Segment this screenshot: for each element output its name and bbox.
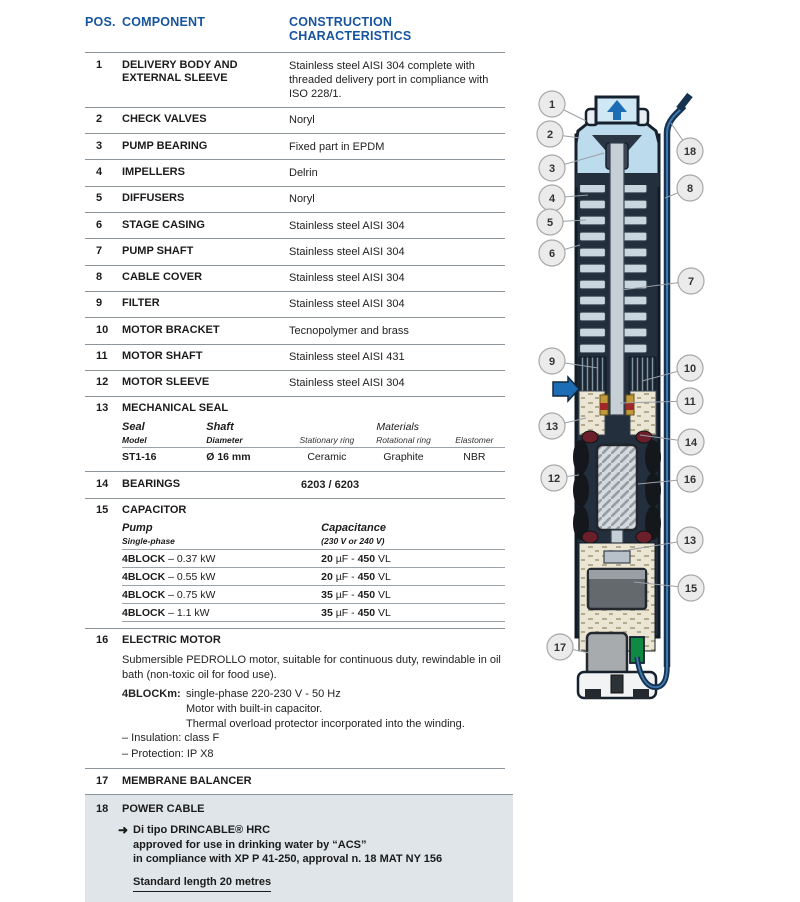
component-name: MECHANICAL SEAL bbox=[122, 402, 229, 415]
callout-8 bbox=[677, 175, 703, 201]
callout-13 bbox=[677, 527, 703, 553]
pos-cell: 17 bbox=[96, 774, 109, 787]
svg-text:13: 13 bbox=[683, 535, 697, 547]
svg-text:12: 12 bbox=[547, 473, 561, 485]
single-phase-label: Single-phase bbox=[122, 536, 175, 547]
pos-cell: 3 bbox=[96, 139, 103, 152]
seal-rotational: Graphite bbox=[383, 451, 424, 464]
motor-note: – Insulation: class F bbox=[122, 732, 220, 745]
svg-text:4: 4 bbox=[548, 193, 556, 205]
motor-note: – Protection: IP X8 bbox=[122, 747, 214, 760]
table-row-bearings bbox=[85, 471, 505, 497]
callout-10 bbox=[677, 355, 703, 381]
pos-cell: 11 bbox=[96, 350, 108, 363]
power-cable-line: in compliance with XP P 41-250, approval n. 18 MAT NY 156 bbox=[133, 853, 443, 866]
arrow-bullet-icon: ➜ bbox=[118, 822, 129, 837]
elastomer-label: Elastomer bbox=[455, 434, 494, 445]
capacitor-row: 4BLOCK – 1.1 kW 35 µF - 450 VL bbox=[122, 603, 505, 621]
table-row bbox=[85, 52, 505, 107]
characteristic-text: Stainless steel AISI 304 bbox=[289, 298, 405, 311]
motor-model-line: Motor with built-in capacitor. bbox=[186, 702, 323, 715]
svg-text:13: 13 bbox=[545, 421, 559, 433]
callout-4 bbox=[539, 185, 565, 211]
pos-cell: 13 bbox=[96, 402, 109, 415]
seal-data-row bbox=[122, 448, 505, 465]
seal-subtable bbox=[122, 421, 505, 465]
callout-13 bbox=[539, 413, 565, 439]
characteristic-text: Stainless steel AISI 304 bbox=[289, 272, 405, 285]
membrane-balancer-box bbox=[587, 633, 627, 675]
power-cable-line: approved for use in drinking water by “ACS” bbox=[133, 838, 367, 851]
voltage-label: (230 V or 240 V) bbox=[321, 536, 385, 547]
svg-text:2: 2 bbox=[546, 129, 554, 141]
header-component: COMPONENT bbox=[122, 15, 206, 29]
callout-9 bbox=[539, 348, 565, 374]
pos-cell: 2 bbox=[96, 113, 103, 126]
table-row bbox=[85, 159, 505, 185]
svg-text:15: 15 bbox=[684, 583, 698, 595]
pos-cell: 5 bbox=[96, 192, 103, 205]
standard-length-note: Standard length 20 metres bbox=[133, 875, 271, 892]
component-name: MEMBRANE BALANCER bbox=[122, 774, 252, 787]
table-row bbox=[85, 238, 505, 264]
pos-cell: 4 bbox=[96, 165, 103, 178]
seal-col-label: Seal bbox=[122, 420, 145, 433]
motor-model-line: single-phase 220-230 V - 50 Hz bbox=[186, 687, 341, 700]
capacitance-col-label: Capacitance bbox=[321, 522, 386, 535]
svg-text:11: 11 bbox=[684, 396, 696, 408]
table-row bbox=[85, 186, 505, 212]
callout-5 bbox=[537, 209, 563, 235]
section-capacitor bbox=[85, 498, 505, 629]
pos-cell: 8 bbox=[96, 271, 103, 284]
section-power-cable bbox=[85, 794, 513, 902]
callout-17 bbox=[547, 634, 573, 660]
component-name: MOTOR SHAFT bbox=[122, 350, 203, 363]
motor-sleeve-bump bbox=[645, 440, 661, 474]
table-row bbox=[85, 212, 505, 238]
callout-1 bbox=[539, 91, 565, 117]
pos-cell: 6 bbox=[96, 218, 103, 231]
characteristic-text: Stainless steel AISI 304 bbox=[289, 245, 405, 258]
capacitor-band bbox=[589, 570, 645, 579]
capacitor-row: 4BLOCK – 0.75 kW 35 µF - 450 VL bbox=[122, 585, 505, 603]
pump-cross-section bbox=[553, 95, 690, 699]
o-ring bbox=[636, 531, 652, 543]
characteristic-text: Stainless steel AISI 431 bbox=[289, 351, 405, 364]
motor-model-line: Thermal overload protector incorporated into the winding. bbox=[186, 717, 465, 730]
callout-16 bbox=[677, 466, 703, 492]
component-name: CHECK VALVES bbox=[122, 113, 207, 126]
motor-model-label: 4BLOCKm: bbox=[122, 687, 181, 700]
pos-cell: 9 bbox=[96, 297, 103, 310]
component-name: POWER CABLE bbox=[122, 802, 205, 815]
spec-document bbox=[85, 10, 505, 902]
pos-cell: 1 bbox=[96, 58, 103, 71]
motor-sleeve-bump bbox=[645, 473, 661, 507]
characteristic-text: Tecnopolymer and brass bbox=[289, 324, 409, 337]
callout-7 bbox=[678, 268, 704, 294]
svg-text:16: 16 bbox=[683, 474, 697, 486]
seal-ring-right bbox=[626, 403, 634, 410]
o-ring bbox=[582, 431, 598, 443]
pos-cell: 16 bbox=[96, 634, 109, 647]
motor-rotor bbox=[597, 445, 637, 530]
bearings-value: 6203 / 6203 bbox=[301, 478, 360, 491]
capacitor-row: 4BLOCK – 0.37 kW 20 µF - 450 VL bbox=[122, 549, 505, 567]
component-name: STAGE CASING bbox=[122, 218, 205, 231]
characteristic-text: Delrin bbox=[289, 166, 318, 179]
callout-2 bbox=[537, 121, 563, 147]
base-foot bbox=[633, 689, 649, 699]
component-name: ELECTRIC MOTOR bbox=[122, 634, 221, 647]
base-stub bbox=[611, 675, 623, 693]
section-electric-motor bbox=[85, 628, 505, 768]
table-row bbox=[85, 370, 505, 396]
pos-cell: 12 bbox=[96, 376, 109, 389]
materials-label: Materials bbox=[376, 420, 420, 433]
seal-stationary: Ceramic bbox=[307, 451, 347, 464]
header-construction: CONSTRUCTION CHARACTERISTICS bbox=[289, 15, 412, 43]
o-ring bbox=[636, 431, 652, 443]
pos-cell: 18 bbox=[96, 802, 109, 815]
seal-model: ST1-16 bbox=[122, 451, 157, 464]
callout-12 bbox=[541, 465, 567, 491]
pump-col-label: Pump bbox=[122, 522, 153, 535]
characteristic-text: Fixed part in EPDM bbox=[289, 140, 385, 153]
svg-text:6: 6 bbox=[548, 248, 556, 260]
o-ring bbox=[582, 531, 598, 543]
callout-11 bbox=[677, 388, 703, 414]
table-row-membrane-balancer bbox=[85, 768, 505, 794]
characteristic-text: Noryl bbox=[289, 114, 315, 127]
svg-text:9: 9 bbox=[548, 356, 556, 368]
motor-model-block bbox=[122, 687, 505, 732]
callout-14 bbox=[678, 429, 704, 455]
svg-text:18: 18 bbox=[683, 146, 697, 158]
pump-shaft bbox=[610, 143, 624, 415]
table-row bbox=[85, 133, 505, 159]
table-row bbox=[85, 344, 505, 370]
motor-description: Submersible PEDROLLO motor, suitable for continuous duty, rewindable in oil bath (non-toxic oil for food use). bbox=[122, 654, 501, 682]
lower-bearing bbox=[604, 551, 630, 563]
svg-text:5: 5 bbox=[546, 217, 554, 229]
motor-sleeve-bump bbox=[573, 473, 589, 507]
base-foot bbox=[585, 689, 601, 699]
seal-diameter: Ø 16 mm bbox=[206, 451, 251, 464]
svg-text:1: 1 bbox=[548, 99, 556, 111]
table-row bbox=[85, 291, 505, 317]
pos-cell: 7 bbox=[96, 244, 103, 257]
rotational-ring-label: Rotational ring bbox=[376, 434, 431, 445]
callout-3 bbox=[539, 155, 565, 181]
component-name: PUMP BEARING bbox=[122, 139, 208, 152]
svg-text:3: 3 bbox=[548, 163, 556, 175]
table-row bbox=[85, 265, 505, 291]
callout-6 bbox=[539, 240, 565, 266]
component-name: PUMP SHAFT bbox=[122, 244, 194, 257]
table-row bbox=[85, 107, 505, 133]
pos-cell: 15 bbox=[96, 503, 109, 516]
capacitor-row: 4BLOCK – 0.55 kW 20 µF - 450 VL bbox=[122, 567, 505, 585]
component-name: CABLE COVER bbox=[122, 271, 203, 284]
svg-text:17: 17 bbox=[553, 642, 567, 654]
diameter-label: Diameter bbox=[206, 434, 243, 445]
characteristic-text: Stainless steel AISI 304 complete with threaded delivery port in compliance with ISO 228/1. bbox=[289, 59, 489, 101]
callout-15 bbox=[678, 575, 704, 601]
motor-sleeve-bump bbox=[573, 440, 589, 474]
svg-text:8: 8 bbox=[686, 183, 694, 195]
characteristic-text: Stainless steel AISI 304 bbox=[289, 219, 405, 232]
section-mechanical-seal bbox=[85, 396, 505, 471]
seal-elastomer: NBR bbox=[463, 451, 486, 464]
component-name: DIFFUSERS bbox=[122, 192, 185, 205]
characteristic-text: Noryl bbox=[289, 193, 315, 206]
component-name: FILTER bbox=[122, 297, 160, 310]
seal-ring-left bbox=[600, 403, 608, 410]
svg-text:10: 10 bbox=[683, 363, 697, 375]
component-name: BEARINGS bbox=[122, 477, 181, 490]
component-name: IMPELLERS bbox=[122, 165, 185, 178]
svg-text:7: 7 bbox=[687, 276, 695, 288]
shaft-col-label: Shaft bbox=[206, 420, 234, 433]
component-name: CAPACITOR bbox=[122, 503, 187, 516]
svg-text:14: 14 bbox=[684, 437, 698, 449]
component-name: MOTOR BRACKET bbox=[122, 323, 220, 336]
power-cable-line: Di tipo DRINCABLE® HRC bbox=[133, 823, 271, 836]
cable-end-cap bbox=[679, 95, 690, 109]
pos-cell: 14 bbox=[96, 477, 109, 490]
pump-diagram bbox=[530, 85, 800, 725]
callout-18 bbox=[677, 138, 703, 164]
pos-cell: 10 bbox=[96, 323, 109, 336]
table-header bbox=[85, 10, 505, 52]
capacitor-subtable bbox=[122, 522, 505, 622]
characteristic-text: Stainless steel AISI 304 bbox=[289, 377, 405, 390]
model-label: Model bbox=[122, 434, 147, 445]
table-row bbox=[85, 317, 505, 343]
component-name: MOTOR SLEEVE bbox=[122, 376, 210, 389]
header-pos: POS. bbox=[85, 15, 116, 29]
stationary-ring-label: Stationary ring bbox=[299, 434, 355, 445]
component-name: DELIVERY BODY AND EXTERNAL SLEEVE bbox=[122, 58, 238, 85]
